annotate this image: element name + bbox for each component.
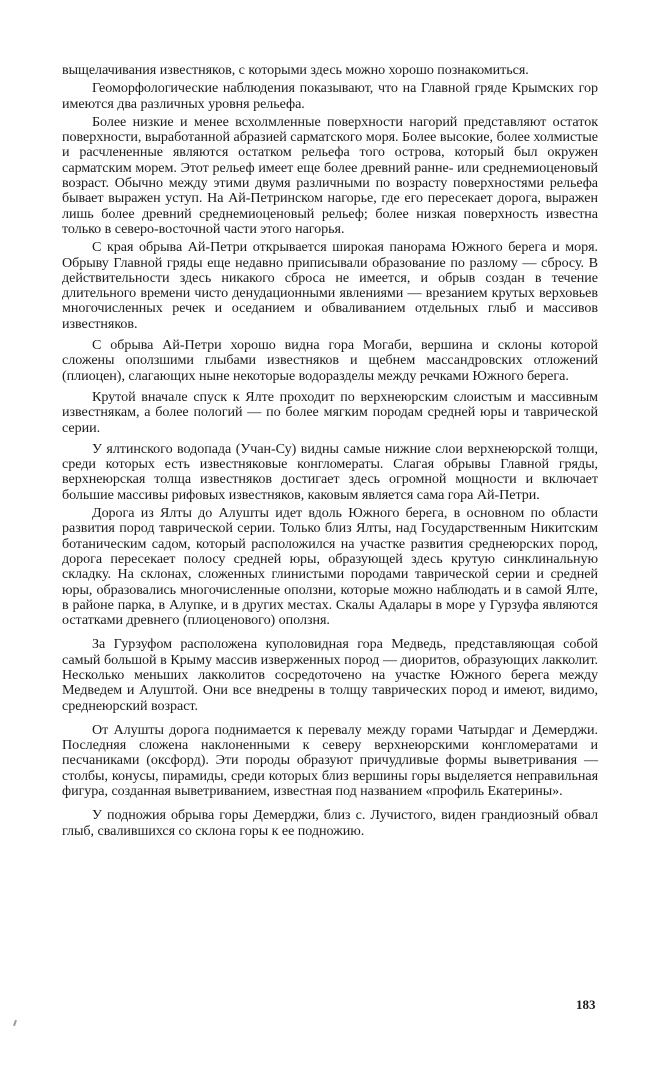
paragraph-11: У подножия обрыва горы Демерджи, близ с. Лучистого, виден грандиозный обвал глыб, свалившихся со склона горы к ее подножию.: [62, 807, 598, 839]
paragraph-1: выщелачивания известняков, с которыми здесь можно хорошо познакомиться.: [62, 62, 529, 78]
paragraph-7: У ялтинского водопада (Учан-Су) видны самые нижние слои верхнеюрской толщи, среди которых есть известняковые конгломераты. Слагая обрывы Главной гряды, верхнеюрская толща известняков достигает здесь огромной мощности и включает большие массивы рифовых известняков, каковым является сама гора Ай-Петри.: [62, 440, 598, 503]
paragraph-3: Более низкие и менее всхолмленные поверхности нагорий представляют остаток поверхности, выработанной абразией сарматского моря. Более высокие, более холмистые и расчлененные являются остатком рельефа того острова, который был окружен сарматским морем. Этот рельеф имеет еще более древний ранне- или среднемиоценовый возраст. Обычно между этими двумя различными по возрасту поверхностями рельефа бывает выражен уступ. На Ай-Петринском нагорье, где его пересекает дорога, выражен лишь более древний среднемиоценовый рельеф; более низкая поверхность известна только в северо-восточной части этого нагорья.: [62, 113, 598, 237]
paragraph-8: Дорога из Ялты до Алушты идет вдоль Южного берега, в основном по области развития пород таврической серии. Только близ Ялты, над Государственным Никитским ботаническим садом, который расположился на участке развития среднеюрских пород, дорога пересекает полосу средней юры, образующей здесь крутую синклинальную складку. На склонах, сложенных глинистыми породами таврической серии и средней юры, образовались многочисленные оползни, которые можно наблюдать и в самой Ялте, в районе парка, в Алупке, и в других местах. Скалы Адалары в море у Гурзуфа являются остатками древнего (плиоценового) оползня.: [62, 505, 598, 629]
paragraph-9: За Гурзуфом расположена куполовидная гора Медведь, представляющая собой самый большой в Крыму массив изверженных пород — диоритов, образующих лакколит. Несколько меньших лакколитов сосредоточено на участке Южного берега между Медведем и Алуштой. Они все внедрены в толщу таврических пород и имеют, видимо, среднеюрский возраст.: [62, 636, 598, 714]
paragraph-2: Геоморфологические наблюдения показывают, что на Главной гряде Крымских гор имеются два различных уровня рельефа.: [62, 80, 598, 112]
page-number: 183: [576, 997, 596, 1012]
paragraph-6: Крутой вначале спуск к Ялте проходит по верхнеюрским слоистым и массивным известнякам, а более пологий — по более мягким породам средней юры и таврической серии.: [62, 388, 598, 436]
scan-mark: [13, 1020, 17, 1026]
page-body: [62, 63, 598, 839]
paragraph-5: С обрыва Ай-Петри хорошо видна гора Могаби, вершина и склоны которой сложены оползшими глыбами известняков и щебнем массандровских отложений (плиоцен), слагающих ныне некоторые водоразделы между речками Южного берега.: [62, 337, 598, 384]
paragraph-4: С края обрыва Ай-Петри открывается широкая панорама Южного берега и моря. Обрыву Главной гряды еще недавно приписывали образование по разлому — сбросу. В действительности здесь никакого сброса не имеется, и обрыв создан в течение длительного времени чисто денудационными явлениями — врезанием крутых верховьев многочисленных речек и оседанием и обваливанием отдельных глыб и массивов известняков.: [62, 239, 598, 332]
paragraph-10: От Алушты дорога поднимается к перевалу между горами Чатырдаг и Демерджи. Последняя сложена наклоненными к северу верхнеюрскими конгломератами и песчаниками (оксфорд). Эти породы образуют причудливые формы выветривания — столбы, конусы, пирамиды, среди которых близ вершины горы выделяется неправильная фигура, созданная выветриванием, известная под названием «профиль Екатерины».: [62, 721, 598, 800]
